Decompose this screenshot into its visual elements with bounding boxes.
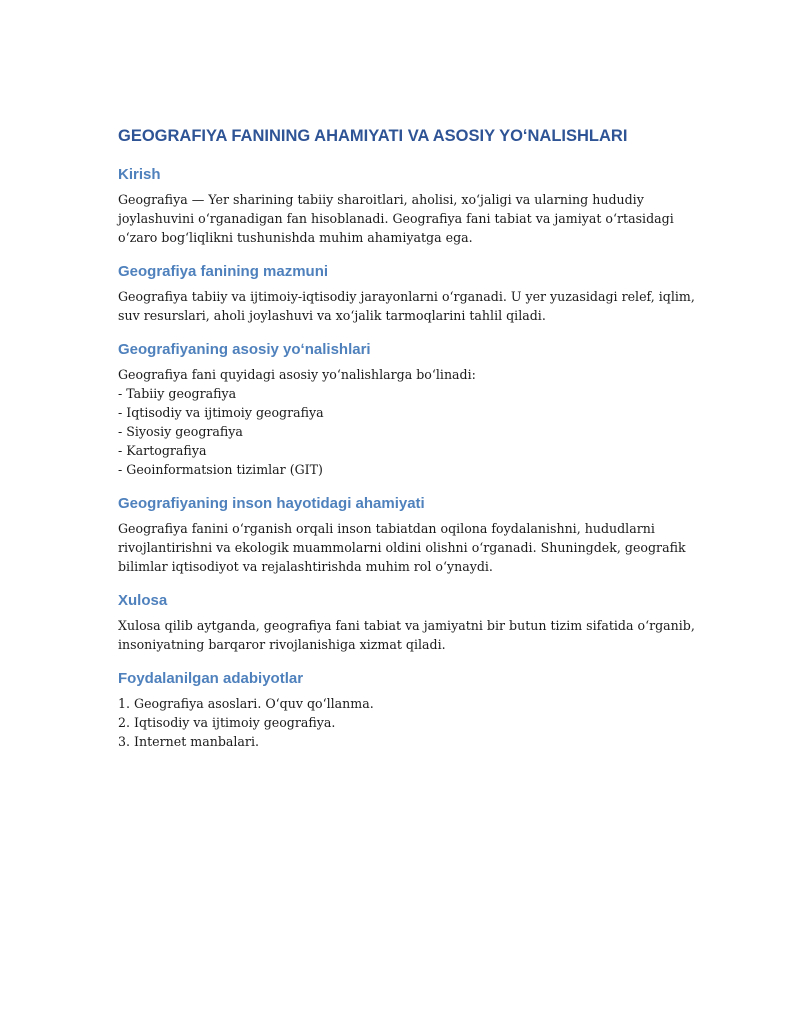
section-yonalishlari [118,339,698,479]
section-paragraph: Geografiya — Yer sharining tabiiy sharoitlari, aholisi, xoʻjaligi va ularning hududiy joylashuvini oʻrganadigan fan hisoblanadi. Geografiya fani tabiat va jamiyat oʻrtasidagi oʻzaro bogʻliqlikni tushunishda muhim ahamiyatga ega. [118,192,674,245]
list-item: 1. Geografiya asoslari. Oʻquv qoʻllanma. [118,696,374,711]
section-xulosa [118,590,698,654]
section-heading: Xulosa [118,592,168,609]
section-intro: Geografiya fani quyidagi asosiy yoʻnalishlarga boʻlinadi: [118,367,476,382]
section-heading: Geografiya fanining mazmuni [118,263,329,280]
section-adabiyotlar [118,668,698,751]
section-mazmuni [118,261,698,325]
document-page [118,124,698,765]
section-heading: Foydalanilgan adabiyotlar [118,670,304,687]
list-item: 2. Iqtisodiy va ijtimoiy geografiya. [118,715,336,730]
list-item: - Geoinformatsion tizimlar (GIT) [118,462,323,477]
section-ahamiyati [118,493,698,576]
section-heading: Geografiyaning asosiy yoʻnalishlari [118,341,371,358]
list-item: - Tabiiy geografiya [118,386,237,401]
list-item: - Kartografiya [118,443,207,458]
list-item: - Siyosiy geografiya [118,424,243,439]
list-item: 3. Internet manbalari. [118,734,259,749]
section-paragraph: Geografiya fanini oʻrganish orqali inson tabiatdan oqilona foydalanishni, hududlarni rivojlantirishni va ekologik muammolarni oldini olishni oʻrganadi. Shuningdek, geografik bilimlar iqtisodiyot va rejalashtirishda muhim rol oʻynaydi. [118,521,686,574]
document-title: GEOGRAFIYA FANINING AHAMIYATI VA ASOSIY YOʻNALISHLARI [118,127,628,145]
section-paragraph: Xulosa qilib aytganda, geografiya fani tabiat va jamiyatni bir butun tizim sifatida oʻrganib, insoniyatning barqaror rivojlanishiga xizmat qiladi. [118,618,695,652]
list-item: - Iqtisodiy va ijtimoiy geografiya [118,405,324,420]
section-heading: Geografiyaning inson hayotidagi ahamiyati [118,495,425,512]
section-heading: Kirish [118,166,161,183]
section-paragraph: Geografiya tabiiy va ijtimoiy-iqtisodiy jarayonlarni oʻrganadi. U yer yuzasidagi relef, iqlim, suv resurslari, aholi joylashuvi va xoʻjalik tarmoqlarini tahlil qiladi. [118,289,695,323]
section-kirish [118,164,698,247]
